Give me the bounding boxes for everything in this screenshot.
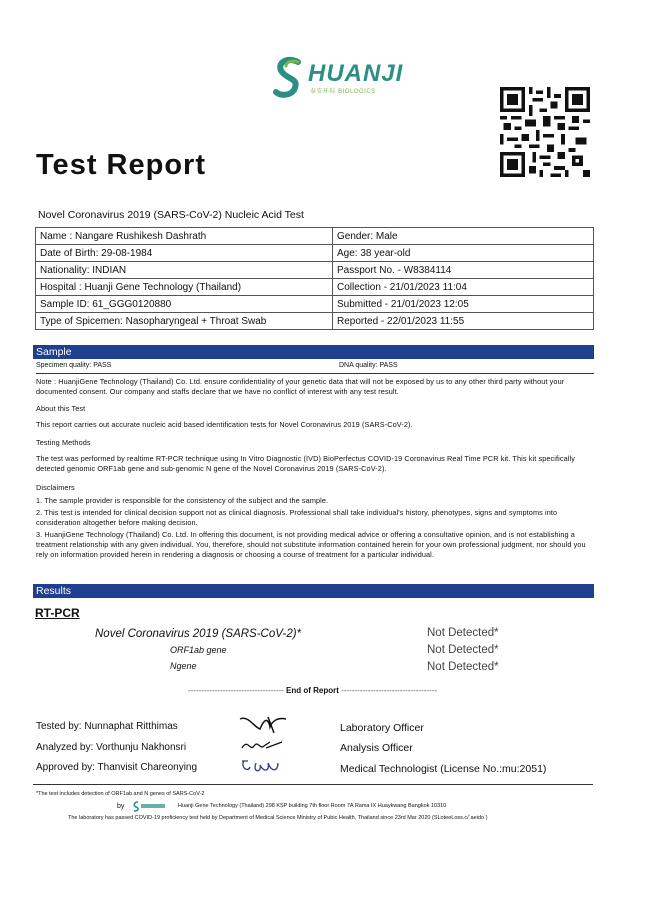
footer-logo-icon bbox=[132, 800, 168, 812]
quality-row bbox=[36, 362, 594, 374]
logo-s-icon bbox=[272, 56, 306, 98]
approved-by-label: Approved by: bbox=[36, 762, 95, 773]
table-row bbox=[36, 262, 594, 279]
specimen-type: Type of Spicemen: Nasopharyngeal + Throat Swab bbox=[36, 313, 333, 330]
page-title: Test Report bbox=[36, 149, 206, 181]
result-value-n-gene: Not Detected* bbox=[427, 661, 499, 673]
disclaimer-3: 3. HuanjiGene Technology (Thailand) Co. Ltd. In offering this document, is not providing medical advice or offering a consultative opinion, and is not establishing a treatment relationship with any given individual. You, therefore, should not substitute information contained herein for your own professional judgment, nor should you rely on information provided herein in rendering a diagnosis or choosing a course of treatment for a particular individual. bbox=[36, 530, 586, 559]
signature-row-analyzed bbox=[36, 742, 186, 753]
tested-by-person: Nunnaphat Ritthimas bbox=[84, 721, 178, 732]
disclaimer-2: 2. This test is intended for clinical decision support not as clinical diagnosis. Professional shall take individual's history, phenotypes, signs and symptoms into consideration altogether before making decision. bbox=[36, 508, 558, 527]
confidentiality-note: Note : HuanjiGene Technology (Thailand) Co. Ltd. ensure confidentiality of your genetic data that will not be exposed by us to any other third party without your documented consent. Our company and staffs declare that we have no conflict of interest with any test result. bbox=[36, 377, 565, 396]
methods-heading: Testing Methods bbox=[36, 438, 91, 447]
signature-analyzed bbox=[240, 736, 284, 754]
end-of-report: ------------------------------------ End of Report ------------------------------------ bbox=[187, 686, 438, 695]
disclaimer-1: 1. The sample provider is responsible for the consistency of the subject and the sample. bbox=[36, 496, 329, 505]
end-of-report-label: End of Report bbox=[286, 686, 339, 695]
analyzed-by-person: Vorthunju Nakhonsri bbox=[96, 742, 187, 753]
result-name-n-gene: Ngene bbox=[170, 661, 197, 671]
patient-age: Age: 38 year-old bbox=[333, 245, 594, 262]
patient-name: Name : Nangare Rushikesh Dashrath bbox=[36, 228, 333, 245]
logo-wordmark: HUANJI bbox=[308, 60, 404, 87]
submitted-time: Submitted - 21/01/2023 12:05 bbox=[333, 296, 594, 313]
result-value-orf1ab: Not Detected* bbox=[427, 644, 499, 656]
footnote: *The test includes detection of ORF1ab and N genes of SARS-CoV-2 bbox=[36, 791, 205, 797]
method-label: RT-PCR bbox=[35, 606, 80, 620]
table-row bbox=[36, 313, 594, 330]
table-row bbox=[36, 279, 594, 296]
hospital: Hospital : Huanji Gene Technology (Thailand) bbox=[36, 279, 333, 296]
patient-nationality: Nationality: INDIAN bbox=[36, 262, 333, 279]
analyzed-by-role: Analysis Officer bbox=[340, 742, 413, 754]
signature-approved bbox=[238, 755, 282, 777]
footer-accreditation: The laboratory has passed COVID-19 proficiency test held by Department of Medical Science Ministry of Pubic Health, Thailand since 23rd Mar 2020 (SLoteeLoss.c/`aeido`) bbox=[68, 815, 488, 821]
table-row bbox=[36, 296, 594, 313]
methods-text: The test was performed by realtime RT-PCR technique using In Vitro Diagnostic (IVD) BioPerfectus COVID-19 Coronavirus Real Time PCR kit. This kit specifically detected genomic ORF1ab gene and sub-genomic N gene of the Novel Coronavirus 2019 (SARS-CoV-2). bbox=[36, 454, 575, 473]
result-name-sars-cov-2: Novel Coronavirus 2019 (SARS-CoV-2)* bbox=[95, 628, 302, 640]
approved-by-person: Thanvisit Chareonying bbox=[97, 762, 198, 773]
patient-passport: Passport No. - W8384114 bbox=[333, 262, 594, 279]
signature-tested bbox=[238, 713, 288, 735]
footer-divider bbox=[33, 784, 593, 785]
sample-id: Sample ID: 61_GGG0120880 bbox=[36, 296, 333, 313]
company-logo bbox=[272, 56, 422, 98]
logo-subtext: 泰安环际 BIOLOGICS bbox=[310, 89, 376, 95]
test-subtitle: Novel Coronavirus 2019 (SARS-CoV-2) Nucleic Acid Test bbox=[38, 209, 304, 221]
table-row bbox=[36, 228, 594, 245]
footer-address: Huanji Gene Technology (Thailand) 298 KSP building 7th floor Room 7A Rama IX Huaykwang Bangkok 10310 bbox=[178, 803, 447, 809]
signature-row-approved bbox=[36, 762, 197, 773]
patient-dob: Date of Birth: 29-08-1984 bbox=[36, 245, 333, 262]
qr-code[interactable] bbox=[500, 87, 590, 177]
disclaimers-heading: Disclaimers bbox=[36, 483, 75, 492]
collection-time: Collection - 21/01/2023 11:04 bbox=[333, 279, 594, 296]
approved-by-role: Medical Technologist (License No.:mu:2051) bbox=[340, 763, 547, 775]
signature-row-tested bbox=[36, 721, 178, 732]
footer-by: by bbox=[117, 803, 125, 810]
about-text: This report carries out accurate nucleic acid based identification tests for Novel Coronavirus 2019 (SARS-CoV-2). bbox=[36, 420, 413, 429]
table-row bbox=[36, 245, 594, 262]
patient-gender: Gender: Male bbox=[333, 228, 594, 245]
tested-by-label: Tested by: bbox=[36, 721, 82, 732]
analyzed-by-label: Analyzed by: bbox=[36, 742, 94, 753]
reported-time: Reported - 22/01/2023 11:55 bbox=[333, 313, 594, 330]
dna-quality: DNA quality: PASS bbox=[339, 362, 398, 369]
result-value-sars-cov-2: Not Detected* bbox=[427, 627, 499, 639]
tested-by-role: Laboratory Officer bbox=[340, 722, 424, 734]
about-heading: About this Test bbox=[36, 404, 86, 413]
specimen-quality: Specimen quality: PASS bbox=[36, 362, 112, 369]
sample-section-header: Sample bbox=[33, 345, 594, 359]
result-name-orf1ab: ORF1ab gene bbox=[170, 645, 227, 655]
results-section-header: Results bbox=[33, 584, 594, 598]
patient-info-table bbox=[35, 227, 594, 330]
